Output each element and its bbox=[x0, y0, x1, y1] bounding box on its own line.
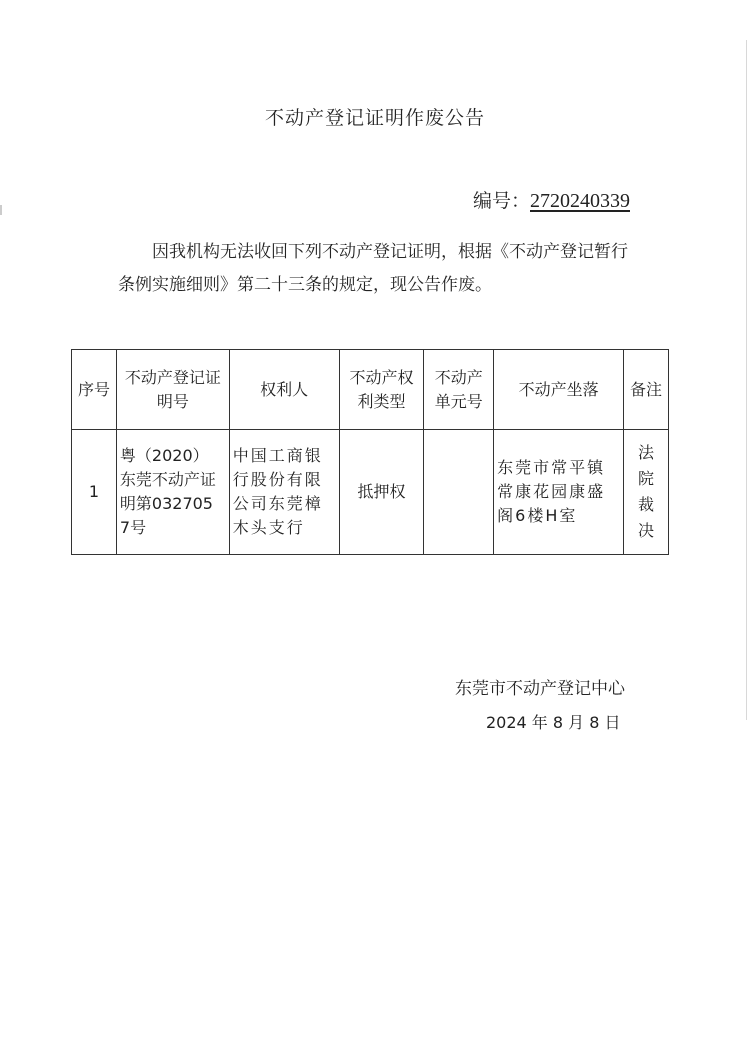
page-title: 不动产登记证明作废公告 bbox=[264, 107, 485, 129]
header-unit-no: 不动产单元号 bbox=[424, 350, 494, 430]
cell-index: 1 bbox=[72, 430, 117, 555]
header-remark: 备注 bbox=[624, 350, 669, 430]
issuing-organization: 东莞市不动产登记中心 bbox=[455, 679, 625, 699]
scan-edge-mark bbox=[0, 205, 2, 215]
document-number bbox=[473, 186, 630, 213]
cell-location: 东莞市常平镇常康花园康盛阁6楼H室 bbox=[494, 430, 624, 555]
cell-right-type: 抵押权 bbox=[339, 430, 424, 555]
announcement-body: 因我机构无法收回下列不动产登记证明，根据《不动产登记暂行条例实施细则》第二十三条的规定，现公告作废。 bbox=[118, 242, 628, 295]
issue-date: 2024 年 8 月 8 日 bbox=[486, 713, 621, 732]
cell-remark: 法院裁决 bbox=[624, 430, 669, 555]
header-right-type: 不动产权利类型 bbox=[339, 350, 424, 430]
cell-unit-no bbox=[424, 430, 494, 555]
certificate-table bbox=[71, 349, 669, 555]
cell-right-holder: 中国工商银行股份有限公司东莞樟木头支行 bbox=[229, 430, 339, 555]
document-number-value: 2720240339 bbox=[530, 190, 630, 212]
header-certificate-no: 不动产登记证明号 bbox=[116, 350, 229, 430]
cell-certificate-no: 粤（2020）东莞不动产证明第0327057号 bbox=[116, 430, 229, 555]
scan-edge-line bbox=[746, 40, 747, 720]
header-right-holder: 权利人 bbox=[229, 350, 339, 430]
header-index: 序号 bbox=[72, 350, 117, 430]
header-location: 不动产坐落 bbox=[494, 350, 624, 430]
table-row bbox=[72, 430, 669, 555]
document-number-label: 编号： bbox=[472, 190, 530, 212]
table-header-row bbox=[72, 350, 669, 430]
